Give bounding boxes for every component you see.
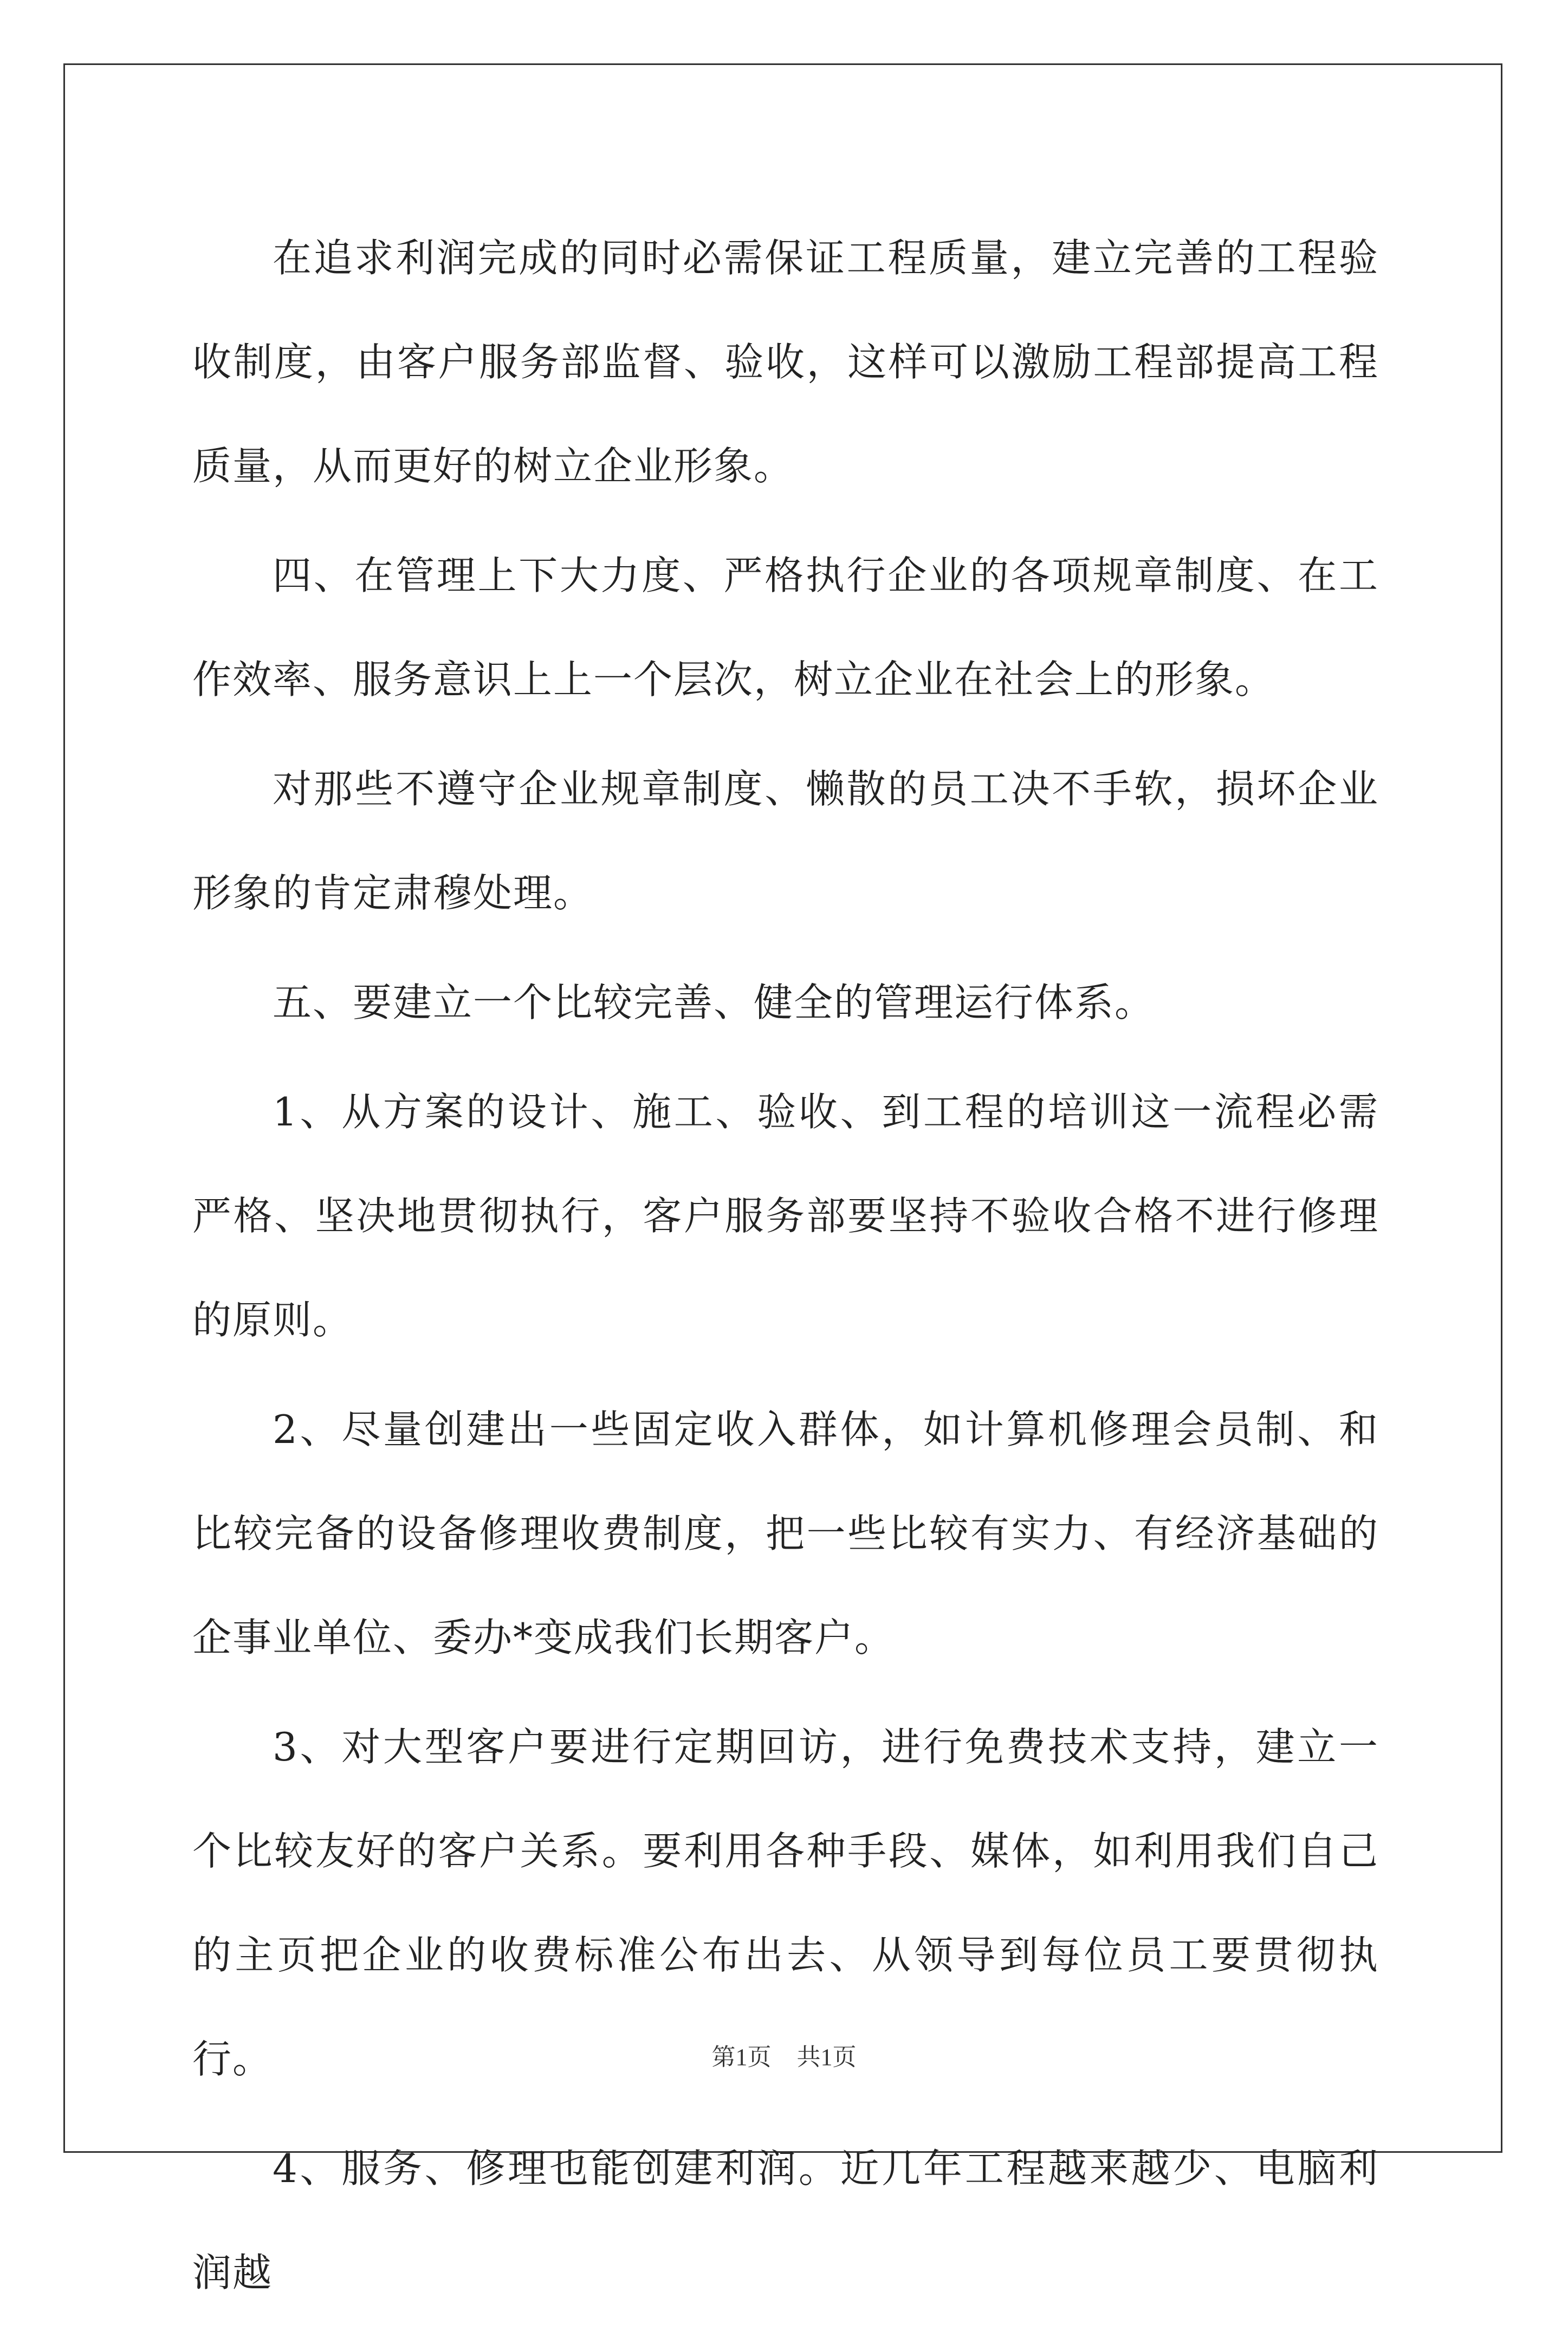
document-body <box>192 206 1379 2330</box>
page-footer <box>0 2037 1568 2072</box>
paragraph: 4、服务、修理也能创建利润。近几年工程越来越少、电脑利润越 <box>192 2146 1379 2295</box>
page-total: 共1页 <box>796 2044 857 2070</box>
paragraph: 四、在管理上下大力度、严格执行企业的各项规章制度、在工作效率、服务意识上上一个层次，树立企业在社会上的形象。 <box>192 553 1379 702</box>
paragraph: 2、尽量创建出一些固定收入群体，如计算机修理会员制、和比较完备的设备修理收费制度，把一些比较有实力、有经济基础的企事业单位、委办*变成我们长期客户。 <box>192 1407 1379 1660</box>
page-number: 第1页 <box>711 2044 772 2070</box>
paragraph: 五、要建立一个比较完善、健全的管理运行体系。 <box>273 980 1155 1025</box>
paragraph: 1、从方案的设计、施工、验收、到工程的培训这一流程必需严格、坚决地贯彻执行，客户服务部要坚持不验收合格不进行修理的原则。 <box>192 1089 1379 1343</box>
paragraph: 在追求利润完成的同时必需保证工程质量，建立完善的工程验收制度，由客户服务部监督、验收，这样可以激励工程部提高工程质量，从而更好的树立企业形象。 <box>192 235 1379 489</box>
paragraph: 3、对大型客户要进行定期回访，进行免费技术支持，建立一个比较友好的客户关系。要利用各种手段、媒体，如利用我们自己的主页把企业的收费标准公布出去、从领导到每位员工要贯彻执行。 <box>192 1724 1379 2082</box>
paragraph: 对那些不遵守企业规章制度、懒散的员工决不手软，损坏企业形象的肯定肃穆处理。 <box>192 766 1379 916</box>
